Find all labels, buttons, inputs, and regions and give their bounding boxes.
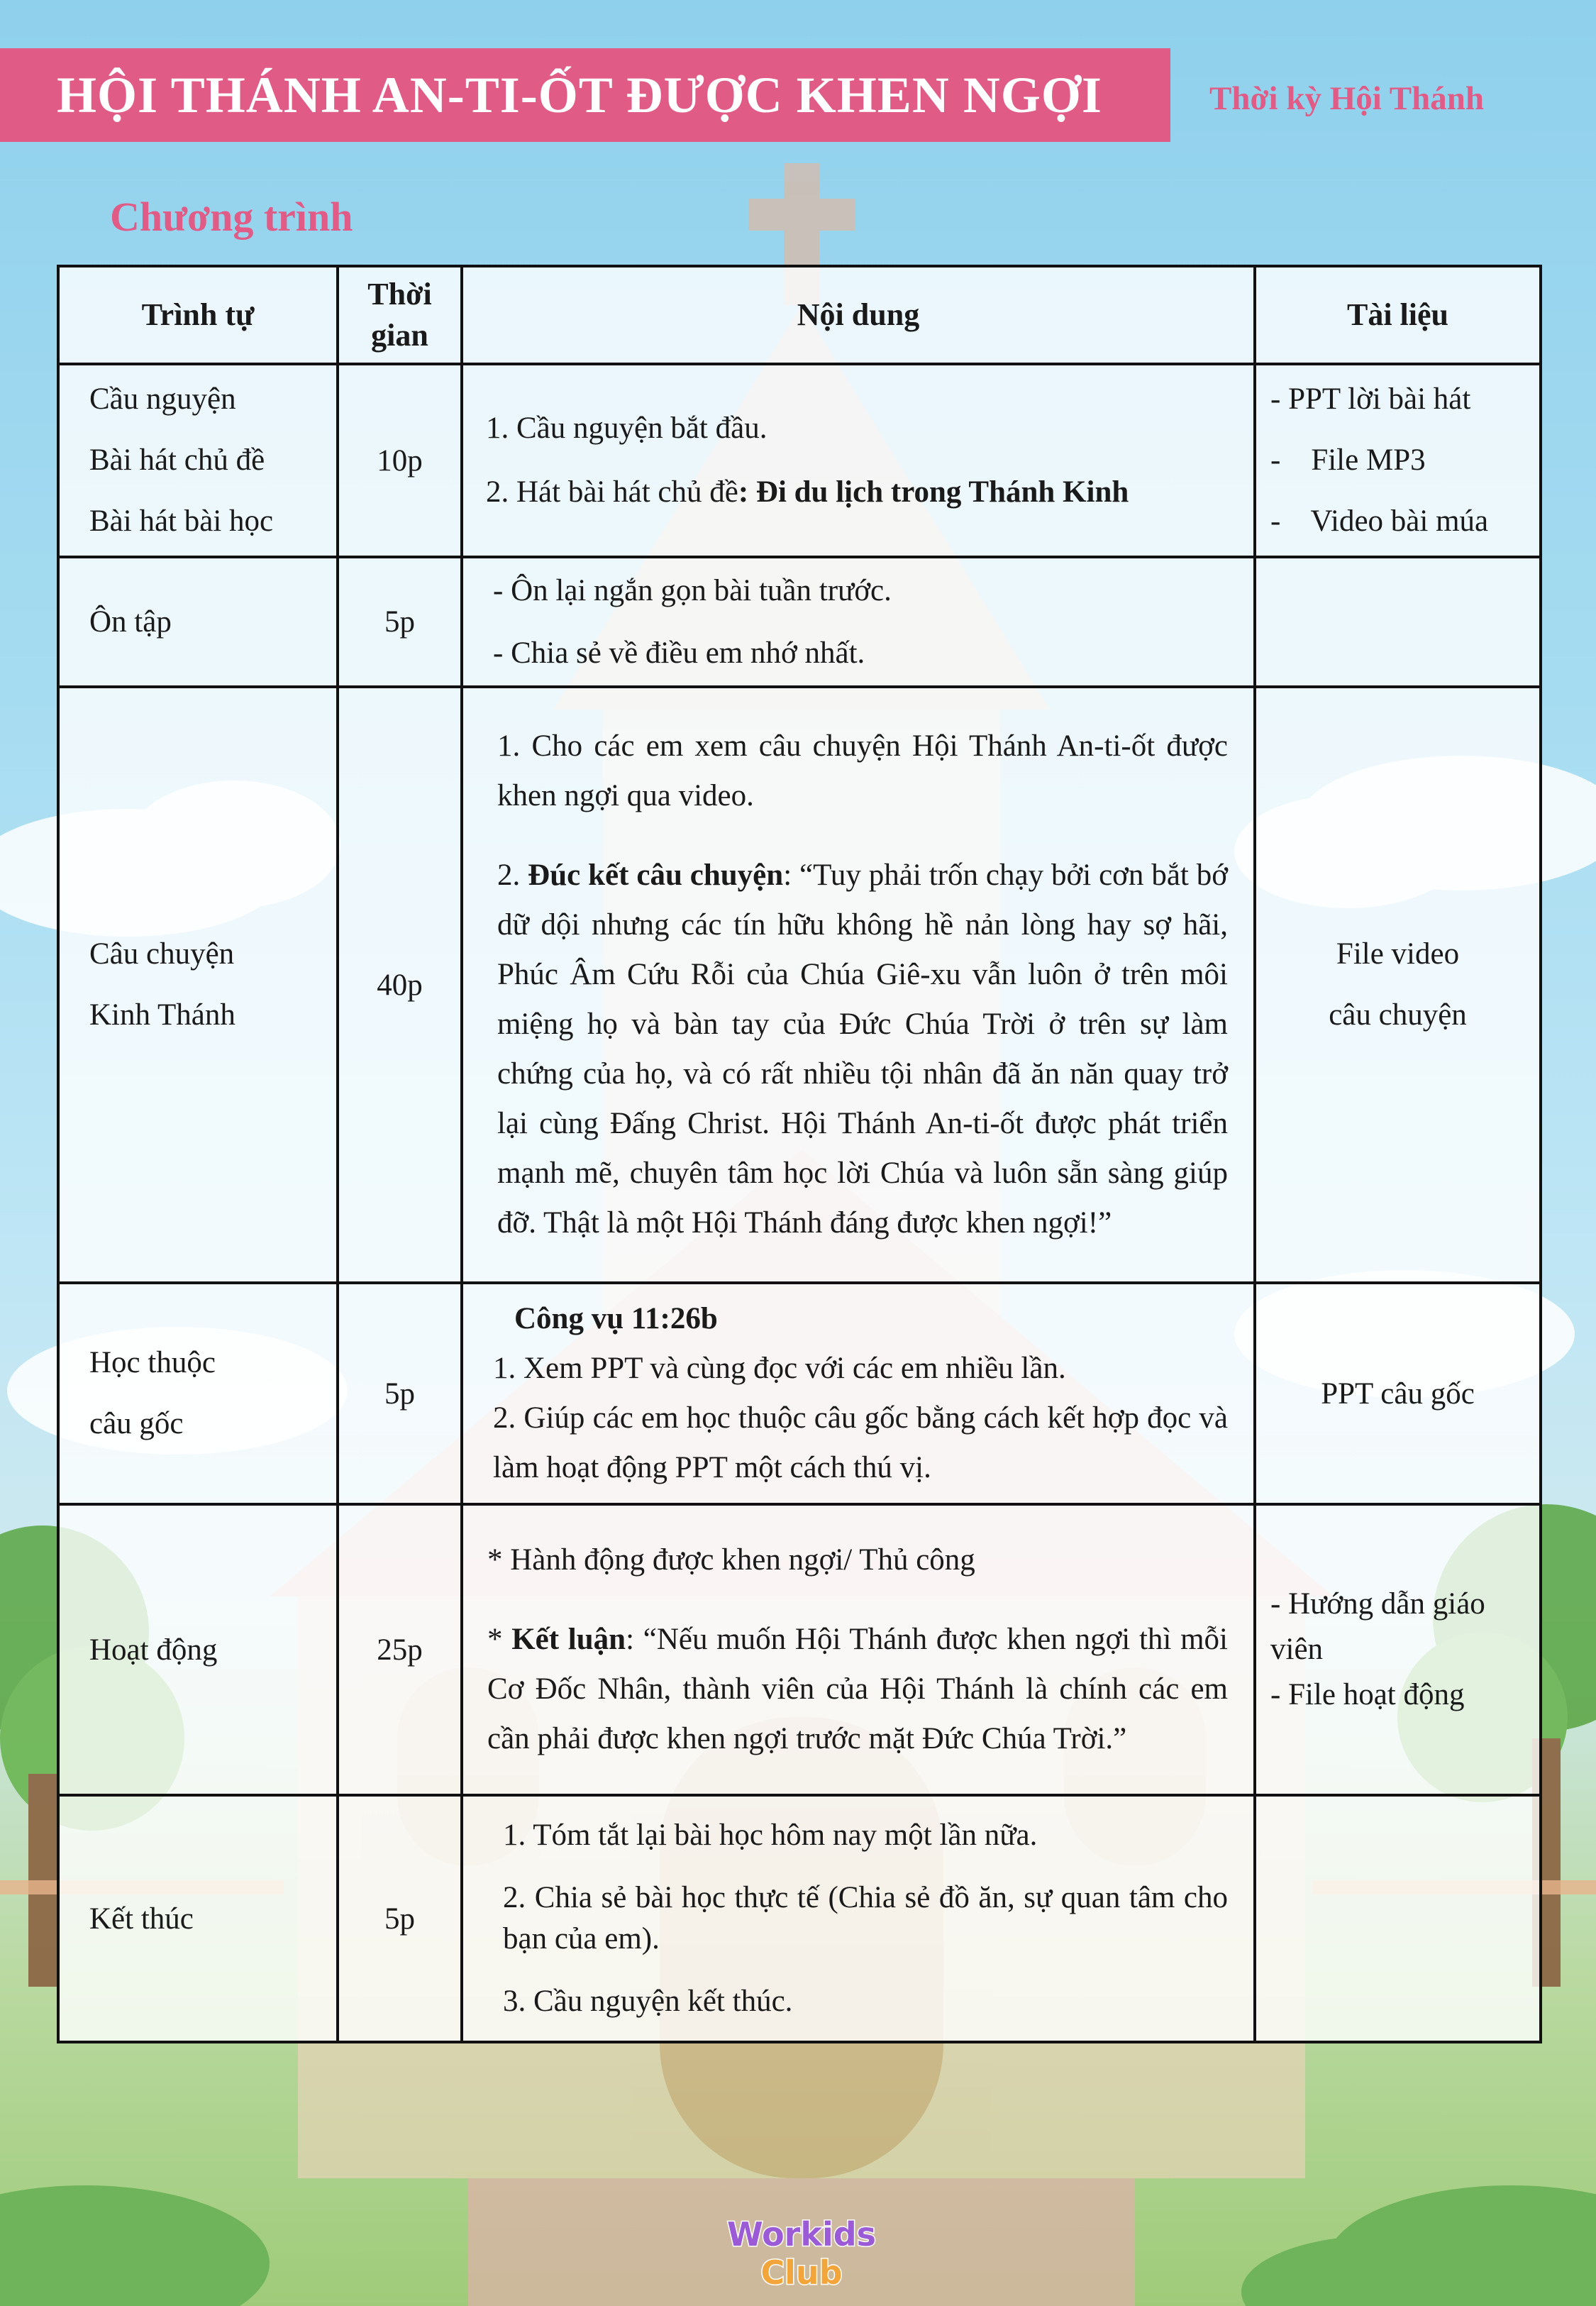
section-title: Chương trình [110, 194, 353, 240]
order-cell: Hoạt động [58, 1504, 338, 1795]
svg-text:Workids: Workids [726, 2215, 877, 2253]
svg-text:Club: Club [760, 2253, 843, 2292]
resources-cell [1255, 1795, 1541, 2042]
table-row [58, 1795, 1541, 2042]
content-cell: 1. Cho các em xem câu chuyện Hội Thánh An-ti-ốt được khen ngợi qua video. 2. Đúc kết câu chuyện: “Tuy phải trốn chạy bởi cơn bắt bớ dữ dội nhưng các tín hữu không hề nản lòng hay sợ hãi, Phúc Âm Cứu Rỗi của Chúa Giê-xu vẫn luôn ở trên môi miệng họ và bàn tay của Đức Chúa Trời ở trên sự làm chứng của họ, và có rất nhiều tội nhân đã ăn năn quay trở lại cùng Đấng Christ. Hội Thánh An-ti-ốt được phát triển mạnh mẽ, chuyên tâm học lời Chúa và luôn sẵn sàng giúp đỡ. Thật là một Hội Thánh đáng được khen ngợi!” [462, 687, 1255, 1283]
column-header-order: Trình tự [58, 266, 338, 364]
table-header-row [58, 266, 1541, 364]
content-cell: 1. Tóm tắt lại bài học hôm nay một lần nữa. 2. Chia sẻ bài học thực tế (Chia sẻ đồ ăn, sự quan tâm cho bạn của em). 3. Cầu nguyện kết thúc. [462, 1795, 1255, 2042]
content-cell: 1. Cầu nguyện bắt đầu. 2. Hát bài hát chủ đề: Đi du lịch trong Thánh Kinh [462, 364, 1255, 557]
order-cell: Học thuộc câu gốc [58, 1283, 338, 1504]
table-row [58, 1504, 1541, 1795]
order-cell: Kết thúc [58, 1795, 338, 2042]
workids-club-logo [716, 2210, 887, 2295]
table-row [58, 687, 1541, 1283]
content-cell: - Ôn lại ngắn gọn bài tuần trước. - Chia sẻ về điều em nhớ nhất. [462, 557, 1255, 687]
table-row [58, 364, 1541, 557]
resources-cell: - Hướng dẫn giáo viên - File hoạt động [1255, 1504, 1541, 1795]
time-cell: 5p [338, 1283, 462, 1504]
resources-cell [1255, 557, 1541, 687]
order-cell: Ôn tập [58, 557, 338, 687]
program-table [57, 265, 1542, 2043]
time-cell: 40p [338, 687, 462, 1283]
order-cell: Câu chuyện Kinh Thánh [58, 687, 338, 1283]
column-header-content: Nội dung [462, 266, 1255, 364]
time-cell: 5p [338, 557, 462, 687]
period-label: Thời kỳ Hội Thánh [1209, 80, 1484, 117]
column-header-time: Thời gian [338, 266, 462, 364]
time-cell: 10p [338, 364, 462, 557]
content-cell: Công vụ 11:26b 1. Xem PPT và cùng đọc với các em nhiều lần. 2. Giúp các em học thuộc câu gốc bằng cách kết hợp đọc và làm hoạt động PPT một cách thú vị. [462, 1283, 1255, 1504]
table-row [58, 1283, 1541, 1504]
table-row [58, 557, 1541, 687]
time-cell: 5p [338, 1795, 462, 2042]
page-title: HỘI THÁNH AN-TI-ỐT ĐƯỢC KHEN NGỢI [57, 66, 1102, 123]
resources-cell: - PPT lời bài hát - File MP3 - Video bài múa [1255, 364, 1541, 557]
resources-cell: PPT câu gốc [1255, 1283, 1541, 1504]
order-cell: Cầu nguyện Bài hát chủ đề Bài hát bài học [58, 364, 338, 557]
content-cell: * Hành động được khen ngợi/ Thủ công * Kết luận: “Nếu muốn Hội Thánh được khen ngợi thì mỗi Cơ Đốc Nhân, thành viên của Hội Thánh là chính các em cần phải được khen ngợi trước mặt Đức Chúa Trời.” [462, 1504, 1255, 1795]
time-cell: 25p [338, 1504, 462, 1795]
column-header-resources: Tài liệu [1255, 266, 1541, 364]
resources-cell: File video câu chuyện [1255, 687, 1541, 1283]
title-banner [0, 48, 1170, 142]
